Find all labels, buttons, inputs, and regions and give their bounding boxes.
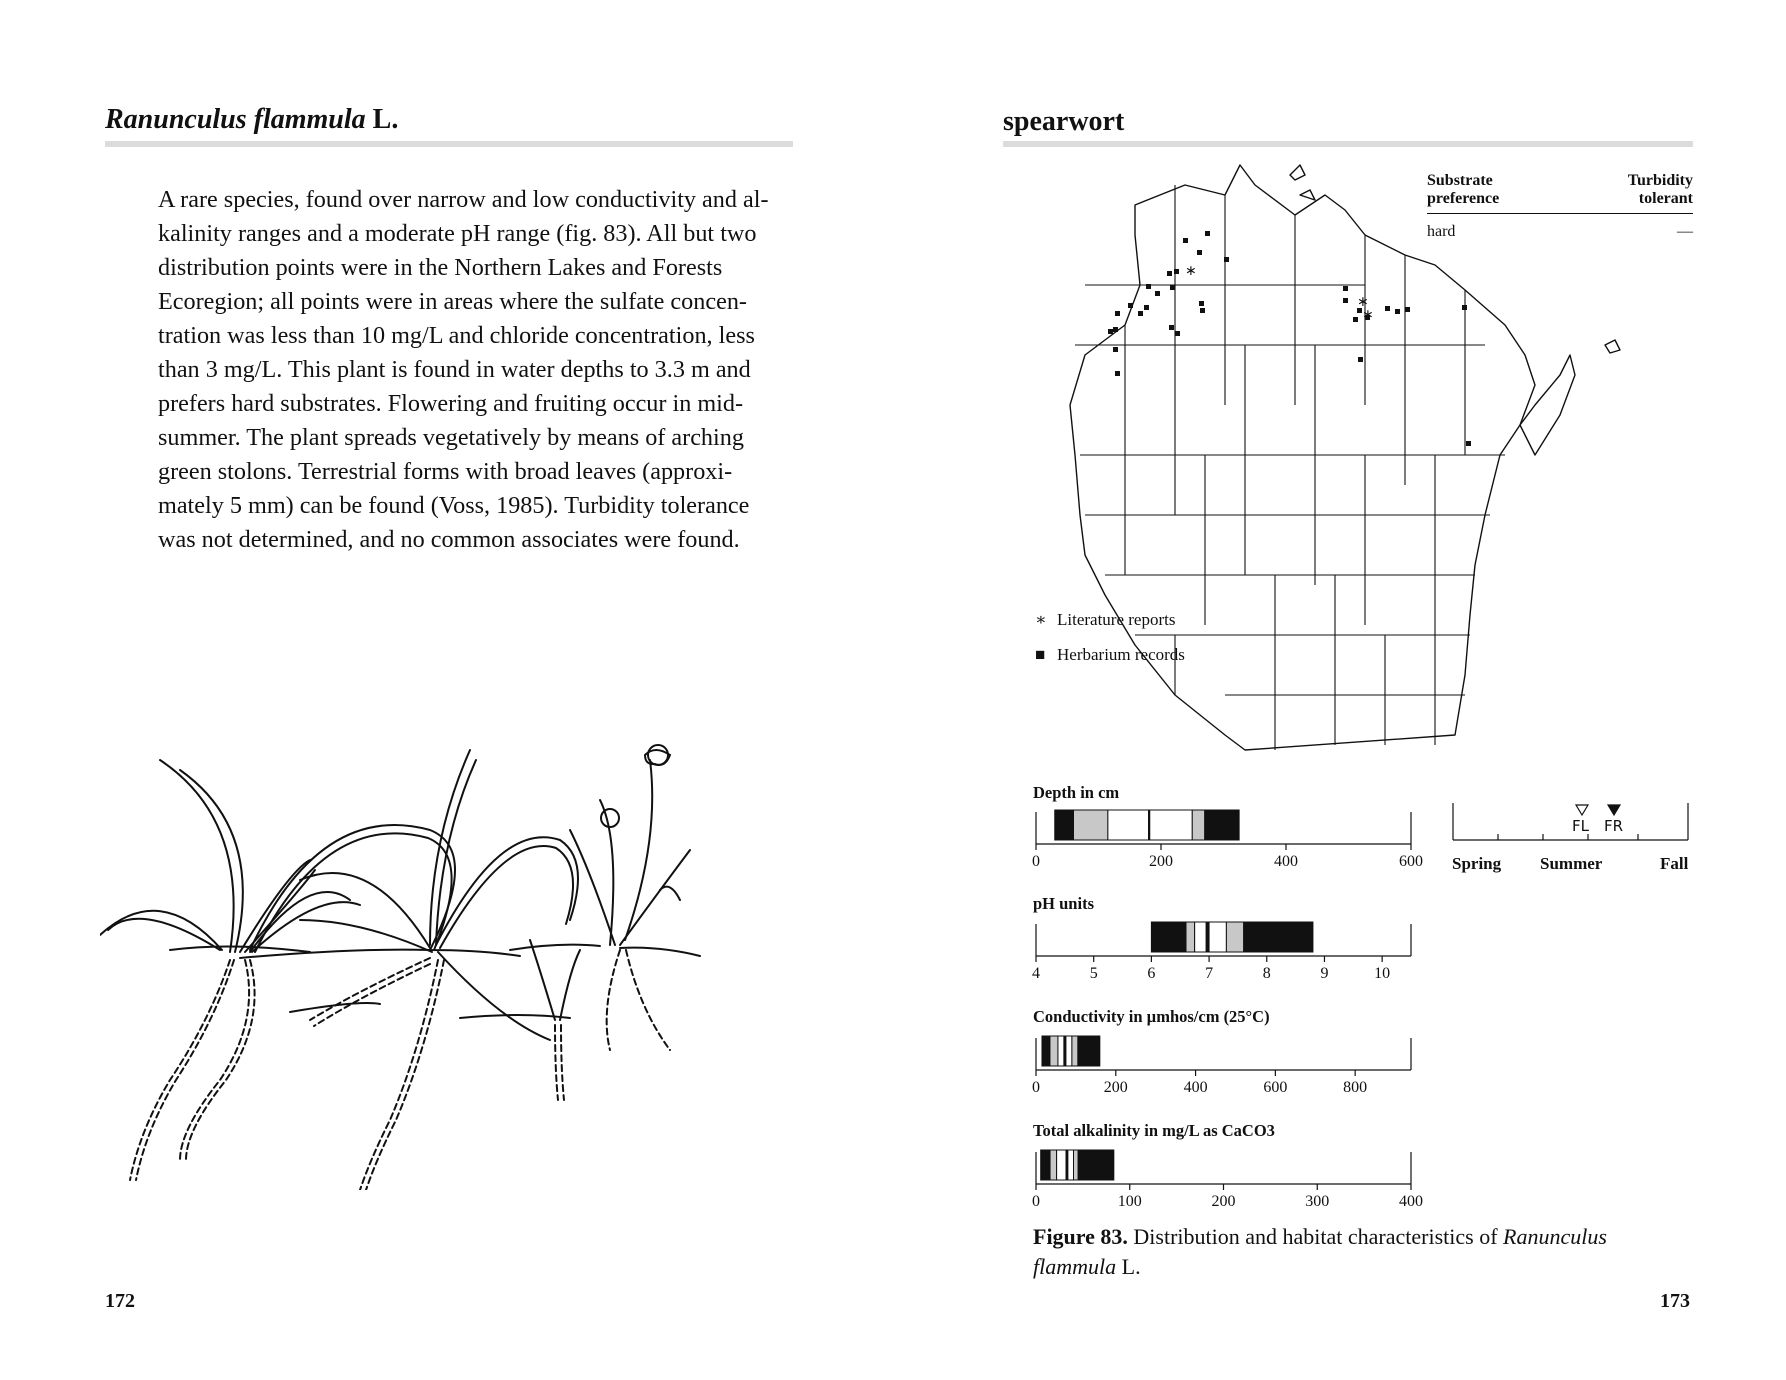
- herbarium-point: [1466, 441, 1471, 446]
- herbarium-point: [1144, 305, 1149, 310]
- herbarium-point: [1175, 331, 1180, 336]
- chart-title-depth: Depth in cm: [1033, 783, 1120, 802]
- tick-label: 7: [1205, 965, 1214, 982]
- tick-label: 8: [1262, 965, 1271, 982]
- herbarium-point: [1146, 284, 1151, 289]
- herbarium-point: [1174, 269, 1179, 274]
- herbarium-point: [1138, 311, 1143, 316]
- tick-label: 200: [1103, 1079, 1128, 1096]
- herbarium-point: [1183, 238, 1188, 243]
- tick-label: 200: [1149, 853, 1173, 870]
- chart-title-alkalinity: Total alkalinity in mg/L as CaCO3: [1033, 1121, 1275, 1140]
- substrate-header: Substrate preference: [1427, 172, 1500, 207]
- tick-label: 5: [1089, 965, 1098, 982]
- range-segment: [1072, 1036, 1078, 1066]
- range-segment: [1209, 922, 1226, 952]
- page-number-right: 173: [1660, 1290, 1690, 1312]
- species-authority: L.: [365, 104, 399, 135]
- range-segment: [1226, 922, 1243, 952]
- text-line: prefers hard substrates. Flowering and fruiting occur in mid-: [158, 390, 744, 417]
- text-line: was not determined, and no common associates were found.: [158, 526, 740, 553]
- range-segment: [1078, 1036, 1100, 1066]
- herbarium-point: [1385, 306, 1390, 311]
- alkalinity-chart: [1026, 1140, 1426, 1220]
- fruiting-label: FR: [1604, 817, 1624, 835]
- range-segment: [1151, 922, 1186, 952]
- legend-herbarium: ■ Herbarium records: [1035, 645, 1185, 664]
- range-segment: [1042, 1036, 1050, 1066]
- tick-label: 0: [1032, 1079, 1040, 1096]
- asterisk-icon: ∗: [1035, 610, 1047, 629]
- herbarium-point: [1128, 303, 1133, 308]
- flowering-marker: [1576, 805, 1588, 815]
- herbarium-point: [1169, 325, 1174, 330]
- figure-caption: Figure 83. Distribution and habitat characteristics of Ranunculus flammula L.: [1033, 1224, 1607, 1279]
- range-segment: [1205, 810, 1239, 840]
- herbarium-point: [1353, 317, 1358, 322]
- range-segment: [1192, 810, 1205, 840]
- range-segment: [1244, 922, 1313, 952]
- chart-title-ph: pH units: [1033, 894, 1094, 913]
- range-segment: [1108, 810, 1149, 840]
- text-line: distribution points were in the Northern Lakes and Forests: [158, 254, 723, 281]
- herbarium-point: [1343, 298, 1348, 303]
- chart-title-conductivity: Conductivity in µmhos/cm (25°C): [1033, 1007, 1270, 1026]
- substrate-value: hard: [1427, 223, 1456, 240]
- tick-label: 100: [1117, 1193, 1142, 1210]
- range-segment: [1050, 1036, 1058, 1066]
- tick-label: 6: [1147, 965, 1156, 982]
- herbarium-point: [1167, 271, 1172, 276]
- description-text: [158, 183, 793, 557]
- range-segment: [1078, 1150, 1114, 1180]
- season-fall: Fall: [1660, 854, 1689, 873]
- plant-illustration: [100, 720, 720, 1190]
- herbarium-point: [1115, 311, 1120, 316]
- title-rule: [105, 141, 793, 147]
- tick-label: 400: [1183, 1079, 1208, 1096]
- conductivity-chart: [1026, 1026, 1426, 1106]
- range-segment: [1057, 1150, 1066, 1180]
- turbidity-value: —: [1677, 223, 1693, 240]
- text-line: Ecoregion; all points were in areas where the sulfate concen-: [158, 288, 747, 315]
- map-records: [1065, 155, 1625, 755]
- literature-point: ∗: [1362, 307, 1374, 323]
- herbarium-point: [1115, 371, 1120, 376]
- table-rule: [1427, 213, 1693, 214]
- tick-label: 600: [1263, 1079, 1288, 1096]
- fruiting-marker: [1608, 805, 1620, 815]
- range-segment: [1074, 810, 1108, 840]
- herbarium-point: [1199, 301, 1204, 306]
- tick-label: 4: [1032, 965, 1040, 982]
- depth-chart: [1026, 800, 1426, 880]
- range-segment: [1058, 1036, 1064, 1066]
- title-rule: [1003, 141, 1693, 147]
- range-segment: [1055, 810, 1074, 840]
- herbarium-point: [1343, 286, 1348, 291]
- herbarium-point: [1395, 309, 1400, 314]
- literature-point: ∗: [1185, 263, 1197, 279]
- tick-label: 0: [1032, 853, 1040, 870]
- season-spring: Spring: [1452, 854, 1502, 873]
- range-segment: [1041, 1150, 1050, 1180]
- herbarium-point: [1224, 257, 1229, 262]
- range-segment: [1050, 1150, 1057, 1180]
- tick-label: 10: [1374, 965, 1391, 982]
- tick-label: 9: [1320, 965, 1329, 982]
- herbarium-point: [1170, 285, 1175, 290]
- range-segment: [1074, 1150, 1079, 1180]
- herbarium-point: [1155, 291, 1160, 296]
- herbarium-point: [1405, 307, 1410, 312]
- square-icon: ■: [1035, 645, 1046, 664]
- legend-literature: ∗ Literature reports: [1035, 610, 1176, 629]
- range-segment: [1195, 922, 1207, 952]
- tick-label: 200: [1211, 1193, 1236, 1210]
- herbarium-point: [1108, 329, 1113, 334]
- herbarium-point: [1462, 305, 1467, 310]
- species-title: [105, 103, 398, 137]
- tick-label: 600: [1399, 853, 1423, 870]
- herbarium-point: [1113, 347, 1118, 352]
- range-segment: [1186, 922, 1195, 952]
- season-summer: Summer: [1540, 854, 1603, 873]
- literature-point: ∗: [1357, 294, 1369, 310]
- flowering-label: FL: [1572, 817, 1589, 835]
- text-line: than 3 mg/L. This plant is found in water depths to 3.3 m and: [158, 356, 751, 383]
- text-line: green stolons. Terrestrial forms with broad leaves (approxi-: [158, 458, 733, 485]
- text-line: A rare species, found over narrow and low conductivity and al-: [158, 186, 769, 213]
- herbarium-point: [1197, 250, 1202, 255]
- text-line: kalinity ranges and a moderate pH range (fig. 83). All but two: [158, 220, 757, 247]
- range-segment: [1150, 810, 1193, 840]
- tick-label: 800: [1343, 1079, 1368, 1096]
- tick-label: 400: [1399, 1193, 1423, 1210]
- text-line: tration was less than 10 mg/L and chloride concentration, less: [158, 322, 755, 349]
- herbarium-point: [1200, 308, 1205, 313]
- tick-label: 0: [1032, 1193, 1040, 1210]
- page-number-left: 172: [105, 1290, 135, 1312]
- herbarium-point: [1358, 357, 1363, 362]
- text-line: mately 5 mm) can be found (Voss, 1985). Turbidity tolerance: [158, 492, 750, 519]
- caption-label: Figure 83.: [1033, 1224, 1128, 1249]
- tick-label: 300: [1305, 1193, 1330, 1210]
- text-line: summer. The plant spreads vegetatively by means of arching: [158, 424, 744, 451]
- turbidity-header: Turbidity tolerant: [1627, 172, 1693, 207]
- tick-label: 400: [1274, 853, 1298, 870]
- range-segment: [1068, 1150, 1074, 1180]
- range-segment: [1066, 1036, 1072, 1066]
- herbarium-point: [1113, 327, 1118, 332]
- common-name-title: spearwort: [1003, 106, 1125, 137]
- species-name: Ranunculus flammula: [105, 104, 366, 135]
- ph-chart: [1026, 912, 1426, 992]
- herbarium-point: [1205, 231, 1210, 236]
